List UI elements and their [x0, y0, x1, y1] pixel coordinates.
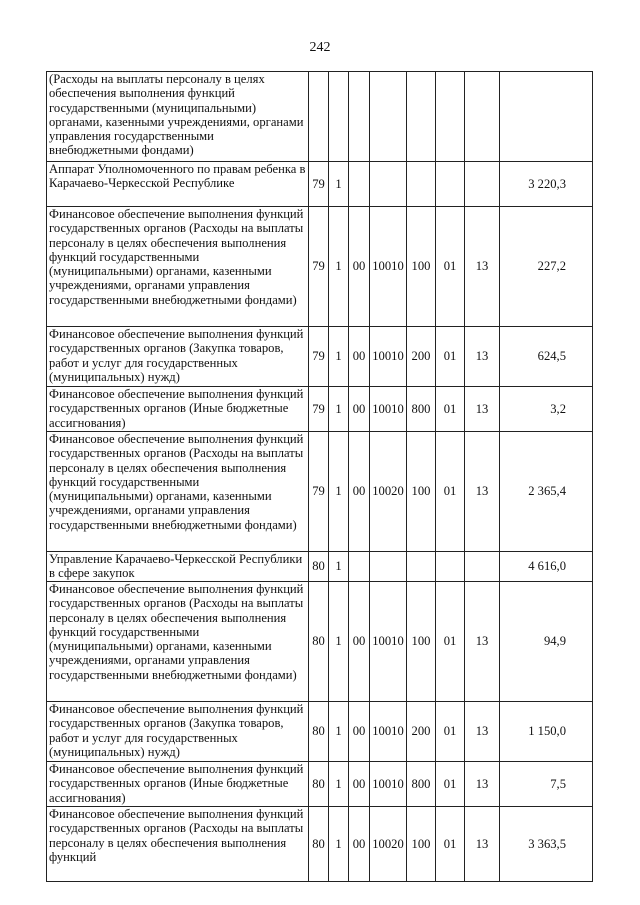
row-description — [47, 762, 309, 807]
row-description-text: Аппарат Уполномоченного по правам ребенка в Карачаево-Черкесской Республике — [49, 162, 306, 191]
code-cell-c2: 1 — [329, 762, 349, 807]
code-cell-c3 — [349, 72, 370, 162]
code-cell-c1: 79 — [309, 327, 329, 387]
code-cell-c7: 13 — [465, 702, 500, 762]
row-description-text: (Расходы на выплаты персоналу в целях обеспечения выполнения функций государственными (муниципальными) органами, казенными учреждениями, органами управления государственными внебюджетными фондами) — [49, 72, 304, 158]
table-row — [47, 72, 593, 162]
code-cell-c6: 01 — [436, 702, 465, 762]
code-cell-c7: 13 — [465, 207, 500, 327]
code-cell-c6 — [436, 162, 465, 207]
code-cell-c7: 13 — [465, 387, 500, 432]
code-cell-c2: 1 — [329, 552, 349, 582]
code-cell-c4 — [370, 162, 407, 207]
row-description-text: Финансовое обеспечение выполнения функций государственных органов (Расходы на выплаты персоналу в целях обеспечения выполнения функций государственными (муниципальными) органами, казенными учреждениями, органами управления государственными внебюджетными фондами) — [49, 207, 304, 307]
code-cell-c4 — [370, 552, 407, 582]
row-description-text: Финансовое обеспечение выполнения функций государственных органов (Расходы на выплаты персоналу в целях обеспечения выполнения функций государственными (муниципальными) органами, казенными учреждениями, органами управления государственными внебюджетными фондами) — [49, 432, 304, 532]
code-cell-c6: 01 — [436, 327, 465, 387]
code-cell-c7: 13 — [465, 582, 500, 702]
table-row — [47, 162, 593, 207]
code-cell-c4: 10010 — [370, 762, 407, 807]
code-cell-c4: 10010 — [370, 207, 407, 327]
code-cell-c2: 1 — [329, 207, 349, 327]
code-cell-c6 — [436, 72, 465, 162]
table-row — [47, 582, 593, 702]
code-cell-c5: 100 — [407, 207, 436, 327]
code-cell-c2: 1 — [329, 807, 349, 882]
code-cell-c5: 100 — [407, 582, 436, 702]
table-row — [47, 432, 593, 552]
code-cell-c4: 10020 — [370, 432, 407, 552]
code-cell-c3: 00 — [349, 807, 370, 882]
code-cell-c2: 1 — [329, 162, 349, 207]
row-description — [47, 327, 309, 387]
code-cell-c5: 800 — [407, 387, 436, 432]
budget-table — [46, 71, 593, 882]
amount-cell: 7,5 — [500, 762, 593, 807]
code-cell-c7 — [465, 552, 500, 582]
page-number: 242 — [309, 40, 331, 55]
code-cell-c6: 01 — [436, 762, 465, 807]
amount-cell: 2 365,4 — [500, 432, 593, 552]
code-cell-c1: 80 — [309, 582, 329, 702]
code-cell-c3: 00 — [349, 582, 370, 702]
code-cell-c4: 10020 — [370, 807, 407, 882]
code-cell-c2: 1 — [329, 387, 349, 432]
code-cell-c4: 10010 — [370, 327, 407, 387]
amount-cell: 3 363,5 — [500, 807, 593, 882]
row-description — [47, 207, 309, 327]
code-cell-c6: 01 — [436, 207, 465, 327]
table-row — [47, 387, 593, 432]
code-cell-c2: 1 — [329, 432, 349, 552]
code-cell-c3: 00 — [349, 432, 370, 552]
table-row — [47, 327, 593, 387]
row-description — [47, 162, 309, 207]
row-description-text: Финансовое обеспечение выполнения функций государственных органов (Расходы на выплаты персоналу в целях обеспечения выполнения функций государственными (муниципальными) органами, казенными учреждениями, органами управления государственными внебюджетными фондами) — [49, 582, 304, 682]
code-cell-c6 — [436, 552, 465, 582]
code-cell-c3 — [349, 162, 370, 207]
code-cell-c2: 1 — [329, 582, 349, 702]
row-description-text: Финансовое обеспечение выполнения функций государственных органов (Закупка товаров, работ и услуг для государственных (муниципальных) нужд) — [49, 702, 304, 759]
row-description-text: Финансовое обеспечение выполнения функций государственных органов (Закупка товаров, работ и услуг для государственных (муниципальных) нужд) — [49, 327, 304, 384]
code-cell-c7: 13 — [465, 327, 500, 387]
amount-cell: 3,2 — [500, 387, 593, 432]
code-cell-c4: 10010 — [370, 387, 407, 432]
code-cell-c7: 13 — [465, 762, 500, 807]
code-cell-c7: 13 — [465, 807, 500, 882]
code-cell-c1: 79 — [309, 162, 329, 207]
code-cell-c2: 1 — [329, 327, 349, 387]
table-row — [47, 207, 593, 327]
code-cell-c6: 01 — [436, 582, 465, 702]
amount-cell: 3 220,3 — [500, 162, 593, 207]
row-description-text: Финансовое обеспечение выполнения функций государственных органов (Расходы на выплаты персоналу в целях обеспечения выполнения функций — [49, 807, 304, 864]
code-cell-c5 — [407, 162, 436, 207]
code-cell-c1: 79 — [309, 207, 329, 327]
amount-cell: 1 150,0 — [500, 702, 593, 762]
code-cell-c4: 10010 — [370, 582, 407, 702]
amount-cell: 94,9 — [500, 582, 593, 702]
row-description — [47, 387, 309, 432]
code-cell-c1: 80 — [309, 702, 329, 762]
code-cell-c3 — [349, 552, 370, 582]
code-cell-c2 — [329, 72, 349, 162]
row-description — [47, 552, 309, 582]
code-cell-c5: 100 — [407, 807, 436, 882]
table-row — [47, 702, 593, 762]
code-cell-c7: 13 — [465, 432, 500, 552]
code-cell-c3: 00 — [349, 207, 370, 327]
code-cell-c5: 800 — [407, 762, 436, 807]
code-cell-c5: 200 — [407, 702, 436, 762]
code-cell-c4 — [370, 72, 407, 162]
code-cell-c5 — [407, 552, 436, 582]
code-cell-c2: 1 — [329, 702, 349, 762]
code-cell-c1: 79 — [309, 432, 329, 552]
code-cell-c6: 01 — [436, 387, 465, 432]
code-cell-c7 — [465, 72, 500, 162]
code-cell-c6: 01 — [436, 807, 465, 882]
row-description-text: Финансовое обеспечение выполнения функций государственных органов (Иные бюджетные ассигнования) — [49, 762, 304, 805]
amount-cell: 624,5 — [500, 327, 593, 387]
row-description — [47, 582, 309, 702]
row-description — [47, 72, 309, 162]
row-description — [47, 432, 309, 552]
code-cell-c5: 200 — [407, 327, 436, 387]
row-description-text: Управление Карачаево-Черкесской Республики в сфере закупок — [49, 552, 303, 581]
code-cell-c3: 00 — [349, 702, 370, 762]
code-cell-c6: 01 — [436, 432, 465, 552]
code-cell-c1: 80 — [309, 552, 329, 582]
code-cell-c3: 00 — [349, 327, 370, 387]
code-cell-c4: 10010 — [370, 702, 407, 762]
row-description — [47, 702, 309, 762]
code-cell-c1 — [309, 72, 329, 162]
table-row — [47, 762, 593, 807]
code-cell-c1: 79 — [309, 387, 329, 432]
code-cell-c5: 100 — [407, 432, 436, 552]
row-description-text: Финансовое обеспечение выполнения функций государственных органов (Иные бюджетные ассигнования) — [49, 387, 304, 430]
amount-cell: 4 616,0 — [500, 552, 593, 582]
code-cell-c1: 80 — [309, 762, 329, 807]
row-description — [47, 807, 309, 882]
amount-cell — [500, 72, 593, 162]
amount-cell: 227,2 — [500, 207, 593, 327]
code-cell-c5 — [407, 72, 436, 162]
code-cell-c7 — [465, 162, 500, 207]
code-cell-c3: 00 — [349, 762, 370, 807]
table-row — [47, 552, 593, 582]
code-cell-c1: 80 — [309, 807, 329, 882]
code-cell-c3: 00 — [349, 387, 370, 432]
table-row — [47, 807, 593, 882]
